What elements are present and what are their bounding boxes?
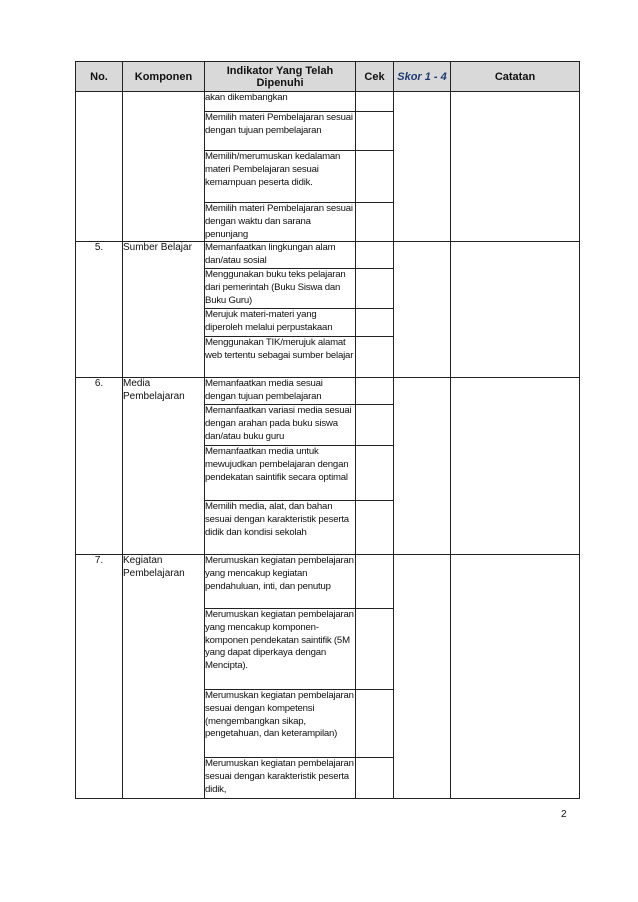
cek-cell	[356, 337, 394, 378]
indicator-cell: Memilih materi Pembelajaran sesuai dengan waktu dan sarana penunjang	[205, 203, 356, 242]
header-catatan: Catatan	[451, 62, 580, 92]
row-number-cell: 6.	[76, 378, 123, 555]
table-row	[76, 378, 580, 405]
indicator-cell: Menggunakan TIK/merujuk alamat web tertentu sebagai sumber belajar	[205, 337, 356, 378]
indicator-cell: akan dikembangkan	[205, 92, 356, 112]
catatan-cell	[451, 554, 580, 798]
cek-cell	[356, 554, 394, 608]
komponen-cell	[123, 92, 205, 242]
indicator-cell: Memanfaatkan variasi media sesuai dengan arahan pada buku siswa dan/atau buku guru	[205, 404, 356, 445]
header-cek: Cek	[356, 62, 394, 92]
catatan-cell	[451, 242, 580, 378]
cek-cell	[356, 500, 394, 554]
cek-cell	[356, 757, 394, 798]
indicator-cell: Memanfaatkan media sesuai dengan tujuan pembelajaran	[205, 378, 356, 405]
komponen-cell: Media Pembelajaran	[123, 378, 205, 555]
indicator-cell: Merumuskan kegiatan pembelajaran sesuai dengan karakteristik peserta didik,	[205, 757, 356, 798]
cek-cell	[356, 309, 394, 337]
indicator-cell: Memilih/merumuskan kedalaman materi Pembelajaran sesuai kemampuan peserta didik.	[205, 151, 356, 203]
skor-cell	[394, 554, 451, 798]
cek-cell	[356, 112, 394, 151]
indicator-cell: Memanfaatkan lingkungan alam dan/atau sosial	[205, 242, 356, 269]
cek-cell	[356, 203, 394, 242]
cek-cell	[356, 378, 394, 405]
table-header-row	[76, 62, 580, 92]
cek-cell	[356, 242, 394, 269]
cek-cell	[356, 689, 394, 757]
komponen-cell: Kegiatan Pembelajaran	[123, 554, 205, 798]
row-number-cell	[76, 92, 123, 242]
cek-cell	[356, 445, 394, 500]
komponen-cell: Sumber Belajar	[123, 242, 205, 378]
skor-cell	[394, 378, 451, 555]
header-skor: Skor 1 - 4	[394, 62, 451, 92]
assessment-table	[75, 61, 580, 799]
row-number-cell: 5.	[76, 242, 123, 378]
cek-cell	[356, 608, 394, 689]
skor-cell	[394, 242, 451, 378]
indicator-cell: Merumuskan kegiatan pembelajaran sesuai dengan kompetensi (mengembangkan sikap, pengetahuan, dan keterampilan)	[205, 689, 356, 757]
header-no: No.	[76, 62, 123, 92]
indicator-cell: Memanfaatkan media untuk mewujudkan pembelajaran dengan pendekatan saintifik secara optimal	[205, 445, 356, 500]
cek-cell	[356, 151, 394, 203]
header-komponen: Komponen	[123, 62, 205, 92]
catatan-cell	[451, 92, 580, 242]
row-number-cell: 7.	[76, 554, 123, 798]
cek-cell	[356, 404, 394, 445]
catatan-cell	[451, 378, 580, 555]
indicator-cell: Memilih materi Pembelajaran sesuai dengan tujuan pembelajaran	[205, 112, 356, 151]
table-row	[76, 92, 580, 112]
page-number: 2	[561, 809, 567, 820]
cek-cell	[356, 269, 394, 309]
header-indikator: Indikator Yang Telah Dipenuhi	[205, 62, 356, 92]
indicator-cell: Merumuskan kegiatan pembelajaran yang mencakup komponen-komponen pendekatan saintifik (5M yang dapat diperkaya dengan Mencipta).	[205, 608, 356, 689]
indicator-cell: Merujuk materi-materi yang diperoleh melalui perpustakaan	[205, 309, 356, 337]
indicator-cell: Memilih media, alat, dan bahan sesuai dengan karakteristik peserta didik dan kondisi sekolah	[205, 500, 356, 554]
indicator-cell: Menggunakan buku teks pelajaran dari pemerintah (Buku Siswa dan Buku Guru)	[205, 269, 356, 309]
skor-cell	[394, 92, 451, 242]
cek-cell	[356, 92, 394, 112]
table-row	[76, 242, 580, 269]
indicator-cell: Merumuskan kegiatan pembelajaran yang mencakup kegiatan pendahuluan, inti, dan penutup	[205, 554, 356, 608]
table-row	[76, 554, 580, 608]
